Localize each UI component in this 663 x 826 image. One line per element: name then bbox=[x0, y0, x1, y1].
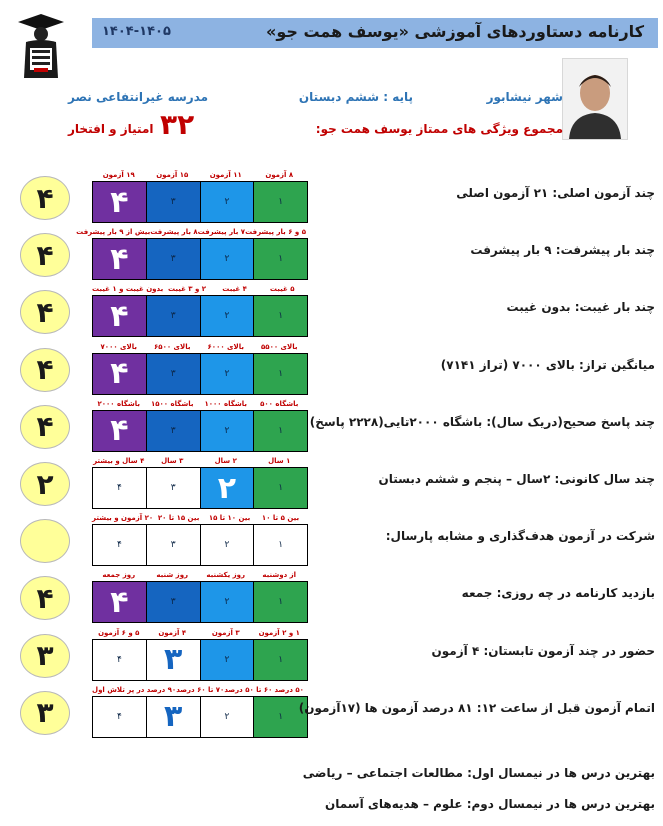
level-label: بالای ۷۰۰۰ bbox=[100, 342, 137, 351]
level-cell: ۴ bbox=[93, 697, 146, 737]
page-title: کارنامه دستاوردهای آموزشی «یوسف همت جو» bbox=[266, 22, 644, 41]
level-cell: ۲ bbox=[201, 182, 254, 222]
row-question: چند سال کانونی: ۲سال – پنجم و ششم دبستان bbox=[378, 472, 655, 486]
row-question: چند بار پیشرفت: ۹ بار پیشرفت bbox=[470, 243, 655, 258]
row-question: میانگین تراز: بالای ۷۰۰۰ (تراز ۷۱۴۱) bbox=[440, 357, 655, 372]
achievement-row bbox=[0, 229, 663, 283]
city-label: شهر نیشابور bbox=[486, 90, 563, 104]
level-label: بین ۱۰ تا ۱۵ bbox=[208, 514, 251, 523]
level-label: ۷۰ تا ۶۰ درصد bbox=[176, 685, 225, 694]
level-cell: ۱ bbox=[254, 697, 307, 737]
row-score-circle: ۴ bbox=[20, 576, 70, 620]
row-question: حضور در چند آزمون تابستان: ۴ آزمون bbox=[431, 643, 655, 658]
level-cell: ۳ bbox=[147, 697, 200, 737]
row-question: چند آزمون اصلی: ۲۱ آزمون اصلی bbox=[456, 186, 655, 200]
achievement-row bbox=[0, 572, 663, 626]
level-cell: ۲ bbox=[201, 411, 254, 451]
level-labels bbox=[76, 228, 306, 238]
level-cell: ۳ bbox=[147, 525, 200, 565]
level-label: بین ۱۵ تا ۲۰ bbox=[157, 514, 200, 523]
row-score-circle: ۴ bbox=[20, 405, 70, 449]
level-label: از دوشنبه bbox=[262, 571, 297, 580]
level-label: باشگاه ۲۰۰۰ bbox=[97, 399, 140, 408]
kanoon-logo bbox=[12, 12, 70, 80]
level-cell: ۲ bbox=[201, 697, 254, 737]
level-cell: ۲ bbox=[201, 296, 254, 336]
level-label: ۱۱ آزمون bbox=[209, 171, 242, 179]
level-cells bbox=[92, 181, 308, 223]
level-cell: ۳ bbox=[147, 239, 200, 279]
level-cell: ۴ bbox=[93, 640, 146, 680]
level-labels bbox=[92, 686, 306, 696]
level-cell: ۳ bbox=[147, 582, 200, 622]
level-labels bbox=[92, 514, 306, 524]
level-cell: ۲ bbox=[201, 582, 254, 622]
level-labels bbox=[92, 457, 306, 467]
level-label: ۵ غیبت bbox=[269, 285, 295, 294]
total-score: ۳۲ bbox=[160, 108, 195, 141]
level-cell: ۱ bbox=[254, 411, 307, 451]
level-cell: ۲ bbox=[201, 239, 254, 279]
row-question: اتمام آزمون قبل از ساعت ۱۲: ۸۱ درصد آزمون ها (۱۷آزمون) bbox=[298, 700, 655, 715]
achievement-row bbox=[0, 687, 663, 741]
level-labels bbox=[92, 629, 306, 639]
row-score-circle bbox=[20, 519, 70, 563]
grade-label: پایه : ششم دبستان bbox=[298, 90, 413, 104]
level-label: ۱۵ آزمون bbox=[156, 171, 189, 179]
row-question: چند پاسخ صحیح(دریک سال): باشگاه ۲۰۰۰تایی(۲۲۲۸ پاسخ) bbox=[309, 414, 655, 429]
row-score-circle: ۲ bbox=[20, 462, 70, 506]
student-photo bbox=[562, 58, 628, 140]
row-score-circle: ۴ bbox=[20, 176, 70, 220]
level-labels bbox=[92, 571, 306, 581]
row-score-circle: ۳ bbox=[20, 691, 70, 735]
level-cell: ۱ bbox=[254, 239, 307, 279]
level-label: باشگاه ۱۰۰۰ bbox=[204, 399, 247, 408]
row-question: بازدید کارنامه در چه روزی: جمعه bbox=[461, 586, 655, 601]
header-years: ۱۴۰۴-۱۴۰۵ bbox=[102, 24, 171, 39]
level-cells bbox=[92, 238, 308, 280]
achievement-row bbox=[0, 515, 663, 569]
level-label: ۴ سال و بیشتر bbox=[93, 457, 145, 465]
level-label: ۲۰ آزمون و بیشتر bbox=[91, 514, 154, 523]
level-label: بالای ۶۰۰۰ bbox=[207, 342, 244, 351]
level-cells bbox=[92, 467, 308, 509]
level-cells bbox=[92, 581, 308, 623]
level-cell: ۱ bbox=[254, 468, 307, 508]
achievement-row bbox=[0, 630, 663, 684]
level-cell: ۴ bbox=[93, 296, 146, 336]
level-label: ۶۰ تا ۵۰ درصد bbox=[224, 685, 273, 694]
level-cell: ۴ bbox=[93, 468, 146, 508]
level-cell: ۴ bbox=[93, 411, 146, 451]
level-label: روز یکشنبه bbox=[206, 571, 246, 580]
level-label: ۴ غیبت bbox=[222, 285, 247, 294]
header-bar bbox=[92, 18, 658, 48]
level-cell: ۴ bbox=[93, 182, 146, 222]
school-label: مدرسه غیرانتفاعی نصر bbox=[68, 90, 209, 104]
achievement-row bbox=[0, 286, 663, 340]
level-cells bbox=[92, 353, 308, 395]
level-cell: ۲ bbox=[201, 468, 254, 508]
level-label: روز شنبه bbox=[156, 571, 189, 580]
level-label: بدون غیبت و ۱ غیبت bbox=[92, 285, 164, 294]
level-cells bbox=[92, 696, 308, 738]
level-label: ۱۹ آزمون bbox=[102, 171, 135, 179]
level-cell: ۱ bbox=[254, 296, 307, 336]
achievement-row bbox=[0, 458, 663, 512]
level-label: بین ۵ تا ۱۰ bbox=[261, 514, 300, 523]
level-cell: ۴ bbox=[93, 239, 146, 279]
level-cell: ۲ bbox=[201, 354, 254, 394]
level-label: ۸ آزمون bbox=[265, 171, 294, 179]
level-cell: ۲ bbox=[201, 640, 254, 680]
level-labels bbox=[92, 171, 306, 181]
row-score-circle: ۴ bbox=[20, 290, 70, 334]
row-question: چند بار غیبت: بدون غیبت bbox=[506, 300, 655, 315]
second-semester-best: بهترین درس ها در نیمسال دوم: علوم – هدیه‌های آسمان bbox=[325, 797, 655, 811]
first-semester-best: بهترین درس ها در نیمسال اول: مطالعات اجتماعی – ریاضی bbox=[302, 766, 655, 780]
row-score-circle: ۳ bbox=[20, 634, 70, 678]
level-label: ۸ بار پیشرفت bbox=[150, 228, 198, 237]
level-label: ۷ بار پیشرفت bbox=[197, 228, 246, 237]
level-labels bbox=[92, 400, 306, 410]
level-cells bbox=[92, 524, 308, 566]
level-cell: ۲ bbox=[201, 525, 254, 565]
level-cell: ۱ bbox=[254, 582, 307, 622]
level-label: بالای ۵۵۰۰ bbox=[261, 342, 298, 351]
level-label: بیش از ۹ بار پیشرفت bbox=[76, 228, 151, 237]
level-label: ۱ و ۲ آزمون bbox=[258, 628, 300, 637]
row-score-circle: ۴ bbox=[20, 348, 70, 392]
level-cell: ۳ bbox=[147, 354, 200, 394]
level-cells bbox=[92, 639, 308, 681]
level-label: ۳ آزمون bbox=[211, 628, 240, 637]
level-cell: ۴ bbox=[93, 525, 146, 565]
level-cell: ۳ bbox=[147, 182, 200, 222]
level-cell: ۱ bbox=[254, 354, 307, 394]
level-label: باشگاه ۱۵۰۰ bbox=[150, 399, 194, 408]
level-cell: ۱ bbox=[254, 182, 307, 222]
level-label: ۲ سال bbox=[214, 457, 237, 465]
level-label: ۴ آزمون bbox=[158, 628, 187, 637]
level-label: ۱ سال bbox=[268, 457, 291, 465]
level-cell: ۴ bbox=[93, 354, 146, 394]
level-label: ۵۰ درصد bbox=[274, 685, 304, 694]
score-suffix: امتیاز و افتخار bbox=[68, 122, 154, 136]
level-cell: ۳ bbox=[147, 640, 200, 680]
level-cell: ۳ bbox=[147, 296, 200, 336]
level-label: روز جمعه bbox=[102, 571, 136, 580]
level-label: ۵ و ۶ بار پیشرفت bbox=[245, 228, 306, 237]
level-cell: ۱ bbox=[254, 640, 307, 680]
level-cells bbox=[92, 410, 308, 452]
score-label: مجموع ویژگی های ممتاز یوسف همت جو: bbox=[315, 122, 563, 136]
level-labels bbox=[92, 285, 306, 295]
level-cells bbox=[92, 295, 308, 337]
level-cell: ۳ bbox=[147, 411, 200, 451]
achievement-row bbox=[0, 172, 663, 226]
achievement-row bbox=[0, 401, 663, 455]
level-cell: ۴ bbox=[93, 582, 146, 622]
level-label: باشگاه ۵۰۰ bbox=[260, 399, 299, 408]
achievement-row bbox=[0, 344, 663, 398]
level-labels bbox=[92, 343, 306, 353]
level-label: بالای ۶۵۰۰ bbox=[154, 342, 191, 351]
level-cell: ۱ bbox=[254, 525, 307, 565]
level-label: ۵ و ۶ آزمون bbox=[98, 628, 140, 637]
level-label: ۹۰ درصد در پر تلاش اول bbox=[92, 685, 177, 694]
row-question: شرکت در آزمون هدف‌گذاری و مشابه پارسال: bbox=[385, 529, 655, 544]
level-label: ۳ سال bbox=[161, 457, 184, 465]
level-label: ۲ و ۳ غیبت bbox=[167, 285, 207, 294]
row-score-circle: ۴ bbox=[20, 233, 70, 277]
level-cell: ۳ bbox=[147, 468, 200, 508]
